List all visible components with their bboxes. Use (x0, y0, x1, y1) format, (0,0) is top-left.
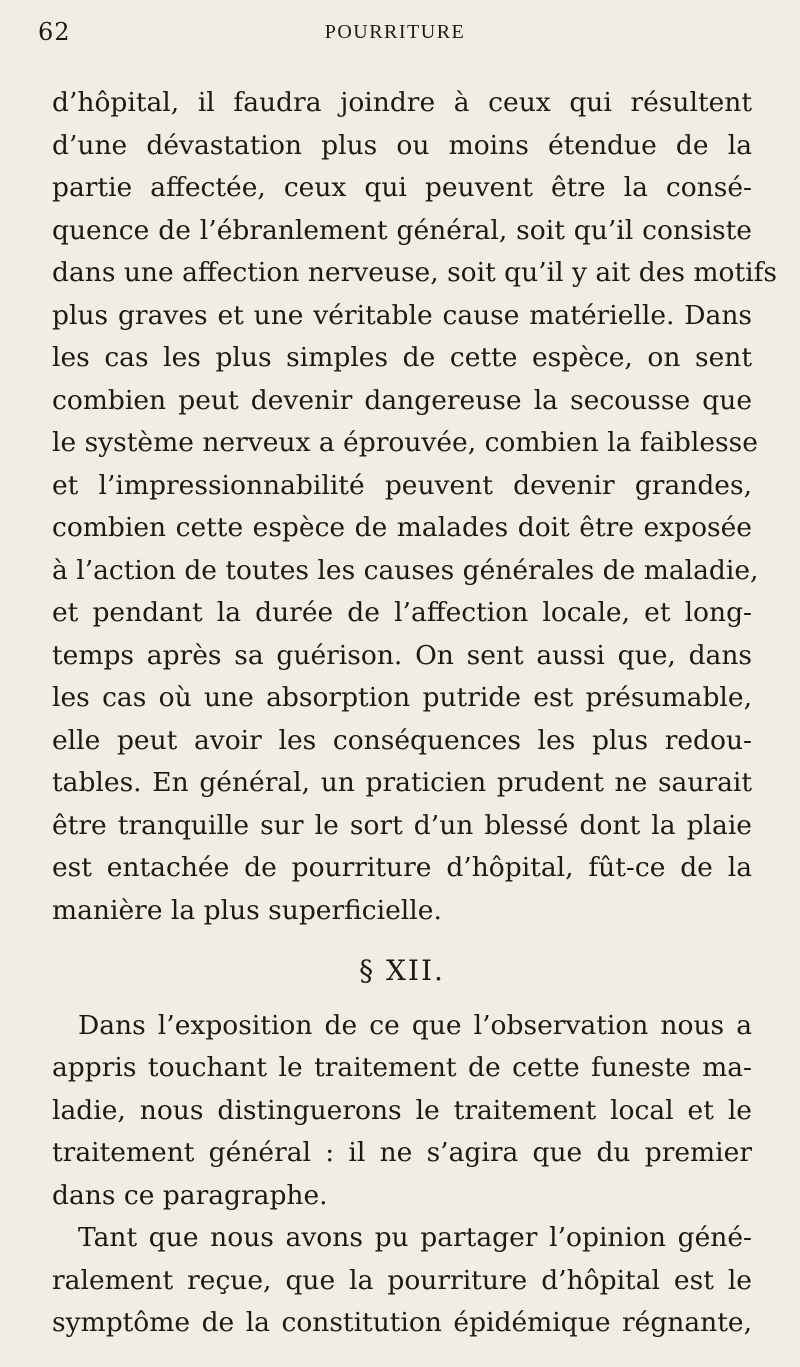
text-line: quence de l’ébranlement général, soit qu’il consiste (52, 214, 752, 246)
text-line: ladie, nous distinguerons le traitement local et le (52, 1094, 752, 1126)
text-line: ralement reçue, que la pourriture d’hôpital est le (52, 1264, 752, 1296)
text-line: d’hôpital, il faudra joindre à ceux qui résultent (52, 87, 752, 118)
text-line: est entachée de pourriture d’hôpital, fût-ce de la (52, 852, 752, 883)
text-line: les cas où une absorption putride est présumable, (52, 682, 752, 713)
section-heading: § XII. (359, 954, 445, 987)
text-line: à l’action de toutes les causes générales de maladie, (52, 554, 759, 586)
text-line: Dans l’exposition de ce que l’observation nous a (78, 1009, 752, 1041)
paragraph-2 (52, 1005, 752, 1218)
text-line: elle peut avoir les conséquences les plus redou- (52, 724, 752, 756)
text-line: le système nerveux a éprouvée, combien la faiblesse (52, 427, 758, 458)
running-head (38, 14, 752, 48)
body-text (52, 82, 778, 1345)
paragraph-3 (52, 1217, 752, 1345)
text-line: et l’impressionnabilité peuvent devenir grandes, (52, 469, 752, 501)
text-line: combien cette espèce de malades doit être exposée (52, 512, 752, 543)
page-number: 62 (38, 18, 71, 46)
text-line: combien peut devenir dangereuse la secousse que (52, 384, 752, 416)
text-line: temps après sa guérison. On sent aussi que, dans (52, 639, 752, 671)
paragraph-1 (52, 82, 778, 932)
text-line: les cas les plus simples de cette espèce, on sent (52, 342, 752, 373)
text-line: manière la plus superficielle. (52, 894, 442, 926)
text-line: dans ce paragraphe. (52, 1179, 328, 1211)
text-line: traitement général : il ne s’agira que du premier (52, 1137, 752, 1168)
text-line: tables. En général, un praticien prudent ne saurait (52, 767, 752, 798)
text-line: Tant que nous avons pu partager l’opinion géné- (78, 1222, 752, 1253)
text-line: partie affectée, ceux qui peuvent être la consé- (52, 172, 752, 203)
text-line: appris touchant le traitement de cette funeste ma- (52, 1052, 752, 1083)
text-line: d’une dévastation plus ou moins étendue de la (52, 129, 752, 161)
running-title: POURRITURE (324, 21, 466, 43)
text-line: être tranquille sur le sort d’un blessé dont la plaie (52, 809, 752, 841)
text-line: et pendant la durée de l’affection locale, et long- (52, 597, 752, 628)
text-line: symptôme de la constitution épidémique régnante, (52, 1307, 752, 1338)
text-line: plus graves et une véritable cause matérielle. Dans (52, 299, 752, 331)
text-line: dans une affection nerveuse, soit qu’il y ait des motifs (52, 257, 778, 288)
